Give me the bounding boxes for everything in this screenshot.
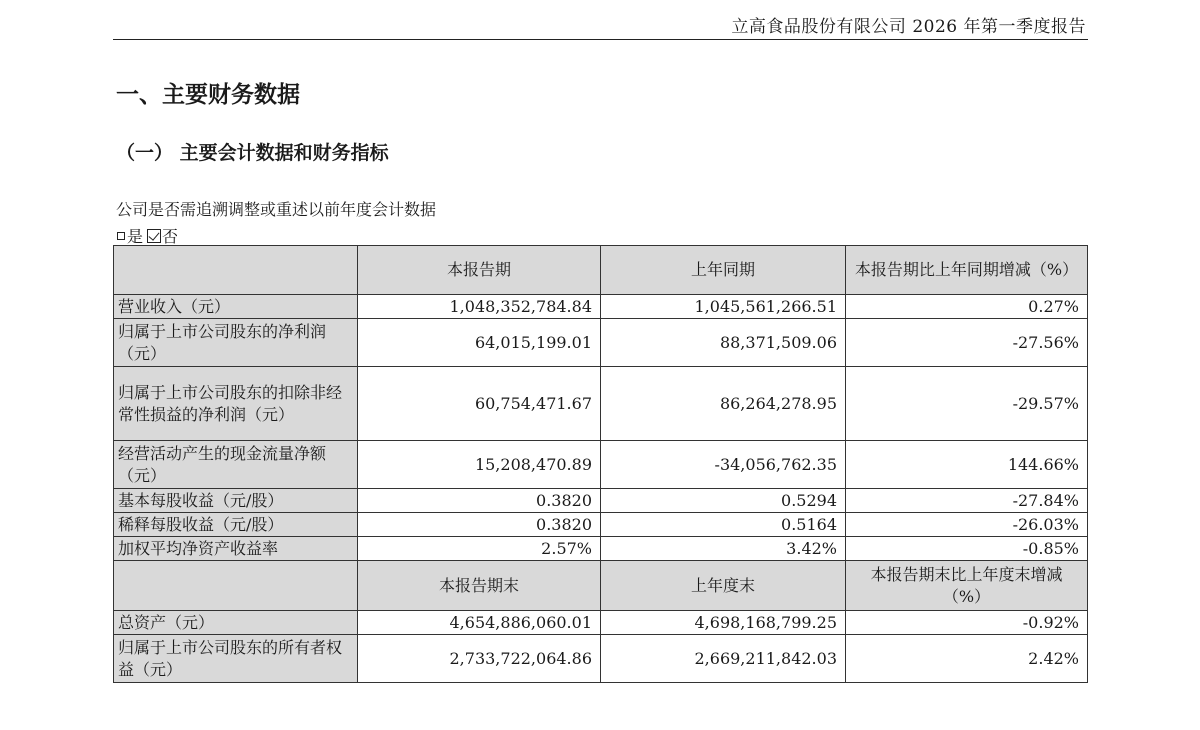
value-prior: 4,698,168,799.25 [601, 611, 846, 635]
report-title: 立高食品股份有限公司 2026 年第一季度报告 [731, 17, 1086, 37]
col-header-prior: 上年同期 [601, 246, 846, 295]
value-change: -0.92% [846, 611, 1088, 635]
value-current: 2.57% [358, 537, 601, 561]
value-current: 2,733,722,064.86 [358, 635, 601, 683]
row-label: 加权平均净资产收益率 [114, 537, 358, 561]
table-row [114, 537, 1088, 561]
unchecked-box-icon [117, 232, 125, 240]
value-prior: 1,045,561,266.51 [601, 295, 846, 319]
row-label: 归属于上市公司股东的扣除非经常性损益的净利润（元） [114, 367, 358, 441]
table-header-row [114, 246, 1088, 295]
header-corner-cell [114, 246, 358, 295]
value-change: -26.03% [846, 513, 1088, 537]
value-change: -27.84% [846, 489, 1088, 513]
value-current: 0.3820 [358, 489, 601, 513]
col-header-prior-year-end: 上年度末 [601, 561, 846, 611]
financial-table [113, 245, 1088, 683]
page-header [113, 0, 1088, 40]
value-prior: 2,669,211,842.03 [601, 635, 846, 683]
row-label: 总资产（元） [114, 611, 358, 635]
value-prior: 3.42% [601, 537, 846, 561]
row-label: 经营活动产生的现金流量净额（元） [114, 441, 358, 489]
value-current: 60,754,471.67 [358, 367, 601, 441]
table-row [114, 513, 1088, 537]
option-no: 否 [162, 227, 179, 246]
value-prior: 88,371,509.06 [601, 319, 846, 367]
value-prior: -34,056,762.35 [601, 441, 846, 489]
adjust-question: 公司是否需追溯调整或重述以前年度会计数据 [116, 200, 437, 219]
table-row [114, 295, 1088, 319]
table-row [114, 367, 1088, 441]
value-current: 0.3820 [358, 513, 601, 537]
table-row [114, 319, 1088, 367]
row-label: 归属于上市公司股东的所有者权益（元） [114, 635, 358, 683]
col-header-change: 本报告期末比上年度末增减（%） [846, 561, 1088, 611]
value-change: -29.57% [846, 367, 1088, 441]
section-title: 一、主要财务数据 [116, 82, 300, 108]
value-change: 0.27% [846, 295, 1088, 319]
value-current: 1,048,352,784.84 [358, 295, 601, 319]
adjust-options [116, 224, 178, 247]
row-label: 基本每股收益（元/股） [114, 489, 358, 513]
row-label: 归属于上市公司股东的净利润（元） [114, 319, 358, 367]
checked-box-icon [147, 229, 161, 243]
value-current: 15,208,470.89 [358, 441, 601, 489]
value-change: 2.42% [846, 635, 1088, 683]
table-row [114, 489, 1088, 513]
row-label: 稀释每股收益（元/股） [114, 513, 358, 537]
value-prior: 0.5294 [601, 489, 846, 513]
value-prior: 86,264,278.95 [601, 367, 846, 441]
table-row [114, 441, 1088, 489]
table-row [114, 611, 1088, 635]
col-header-change: 本报告期比上年同期增减（%） [846, 246, 1088, 295]
value-change: -0.85% [846, 537, 1088, 561]
table-row [114, 635, 1088, 683]
value-change: 144.66% [846, 441, 1088, 489]
value-change: -27.56% [846, 319, 1088, 367]
table-header-row [114, 561, 1088, 611]
col-header-period-end: 本报告期末 [358, 561, 601, 611]
header-corner-cell [114, 561, 358, 611]
col-header-current: 本报告期 [358, 246, 601, 295]
value-current: 64,015,199.01 [358, 319, 601, 367]
subsection-title: （一） 主要会计数据和财务指标 [116, 142, 389, 164]
option-yes: 是 [127, 227, 144, 246]
value-current: 4,654,886,060.01 [358, 611, 601, 635]
value-prior: 0.5164 [601, 513, 846, 537]
row-label: 营业收入（元） [114, 295, 358, 319]
